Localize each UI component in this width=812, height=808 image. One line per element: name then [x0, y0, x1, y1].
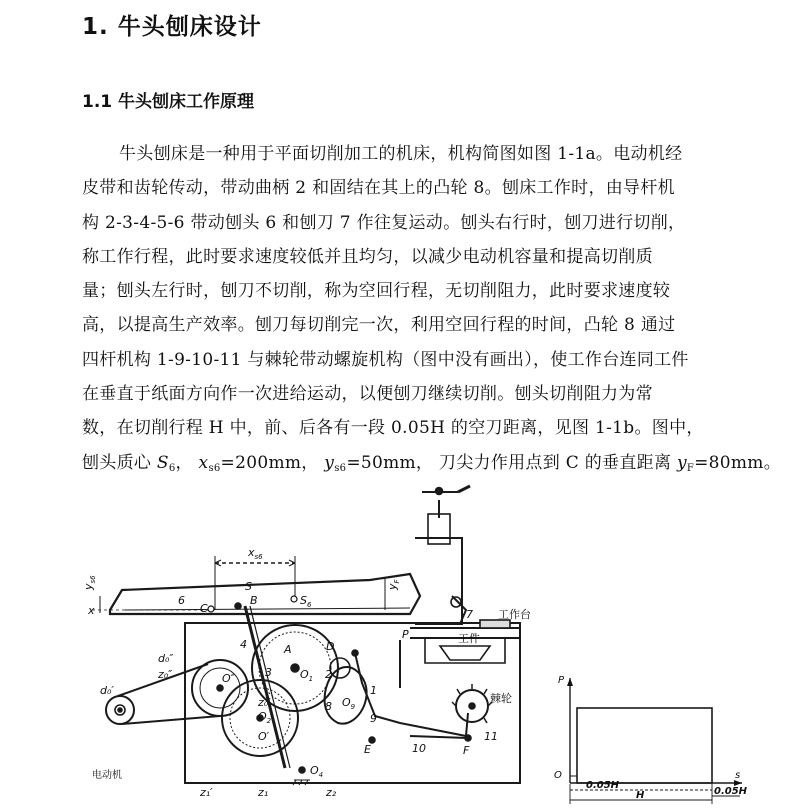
label-9: 9 — [370, 712, 377, 725]
graph-labels — [554, 675, 748, 801]
paragraph-line-2: 皮带和齿轮传动，带动曲柄 2 和固结在其上的凸轮 8。刨床工作时，由导杆机 — [82, 178, 675, 199]
label-E: E — [364, 743, 371, 756]
label-10: 10 — [412, 742, 426, 755]
paragraph-line-1: 牛头刨床是一种用于平面切削加工的机床，机构简图如图 1-1a。电动机经 — [119, 144, 683, 164]
section-title: 1. 牛头刨床设计 — [82, 14, 262, 40]
label-ratchet: 棘轮 — [490, 692, 512, 705]
text-fragment: =50mm， 刀尖力作用点到 C 的垂直距离 — [346, 452, 677, 473]
text-fragment: =200mm， — [220, 452, 325, 473]
label-d0p: d₀′ — [100, 684, 114, 697]
label-d0pp: d₀″ — [158, 652, 174, 665]
text-fragment: =80mm。 — [694, 452, 782, 473]
subscript: s6 — [208, 462, 221, 474]
paragraph-line-6: 高，以提高生产效率。刨刀每切削完一次，利用空回行程的时间，凸轮 8 通过 — [82, 315, 676, 336]
label-motor: 电动机 — [92, 770, 122, 781]
paragraph-line-9: 数，在切削行程 H 中，前、后各有一段 0.05H 的空刀距离，见图 1-1b。图中， — [82, 418, 704, 439]
label-z2: z₂ — [326, 786, 337, 799]
subsection-title: 1.1 牛头刨床工作原理 — [82, 92, 255, 112]
graph-s-label: s — [735, 770, 741, 781]
label-3: 3 — [265, 666, 272, 679]
figure-1-1 — [80, 478, 780, 808]
mechanism-labels — [82, 546, 531, 799]
label-S: S — [245, 580, 252, 593]
graph-origin-label: O — [554, 770, 562, 781]
label-Op: O′ — [258, 730, 270, 743]
symbol-ys6: y — [324, 452, 335, 473]
label-Opp: O″ — [222, 672, 235, 685]
label-11: 11 — [484, 730, 498, 743]
label-O1: $O_1$ — [300, 668, 314, 683]
text-fragment: 刨头质心 — [82, 452, 157, 473]
symbol-s6: S — [156, 452, 169, 473]
label-2: 2 — [325, 668, 332, 681]
symbol-yf: y — [676, 452, 687, 473]
label-6: 6 — [178, 594, 185, 607]
graph-H-label: H — [636, 790, 645, 801]
label-A: A — [284, 643, 292, 656]
label-S6: $S_6$ — [300, 594, 312, 609]
subscript: s6 — [334, 462, 347, 474]
body-paragraph — [82, 137, 782, 480]
graph-005H-right: 0.05H — [714, 786, 748, 797]
symbol-xs6: x — [198, 452, 209, 473]
label-z1: z₁ — [258, 786, 269, 799]
subscript: 6 — [168, 462, 176, 474]
label-D: D — [326, 640, 335, 653]
label-F: F — [463, 744, 470, 757]
label-xs6: $x_{s6}$ — [248, 546, 263, 561]
paragraph-line-10 — [82, 446, 782, 480]
label-x: x — [88, 604, 95, 617]
shaper-mechanism-drawing — [92, 486, 520, 785]
label-workpiece: 工件 — [458, 632, 480, 645]
text-fragment: ， — [175, 452, 199, 473]
label-O9: $O_9$ — [342, 696, 356, 711]
label-z0pp: z₀″ — [158, 668, 173, 681]
label-7: 7 — [466, 608, 473, 621]
graph-005H-left: 0.05H — [586, 780, 620, 791]
graph-P-label: P — [558, 675, 565, 686]
label-z1pp: z₁′ — [200, 786, 213, 799]
label-8: 8 — [325, 700, 332, 713]
label-4: 4 — [240, 638, 247, 651]
label-1: 1 — [370, 684, 377, 697]
paragraph-line-8: 在垂直于纸面方向作一次进给运动，以便刨刀继续切削。刨头切削阻力为常 — [82, 384, 653, 405]
label-worktable: 工作台 — [498, 608, 531, 621]
label-O4: $O_4$ — [310, 764, 324, 779]
label-C: C — [200, 602, 208, 615]
paragraph-line-4: 称工作行程，此时要求速度较低并且均匀，以减少电动机容量和提高切削质 — [82, 246, 653, 267]
paragraph-line-5: 量；刨头左行时，刨刀不切削，称为空回行程，无切削阻力，此时要求速度较 — [82, 281, 671, 302]
label-ys6: $y_{s6}$ — [82, 575, 97, 590]
paragraph-line-3: 构 2-3-4-5-6 带动刨头 6 和刨刀 7 作往复运动。刨头右行时，刨刀进行切削， — [82, 212, 686, 233]
subscript: F — [686, 462, 695, 474]
label-O2: $O_2$ — [258, 710, 272, 725]
label-yF: $y_F$ — [386, 579, 401, 590]
paragraph-line-7: 四杆机构 1-9-10-11 与棘轮带动螺旋机构（图中没有画出），使工作台连同工件 — [82, 349, 689, 370]
label-z0p: z₀′ — [258, 696, 271, 709]
label-B: B — [250, 594, 258, 607]
label-P: P — [402, 628, 409, 641]
